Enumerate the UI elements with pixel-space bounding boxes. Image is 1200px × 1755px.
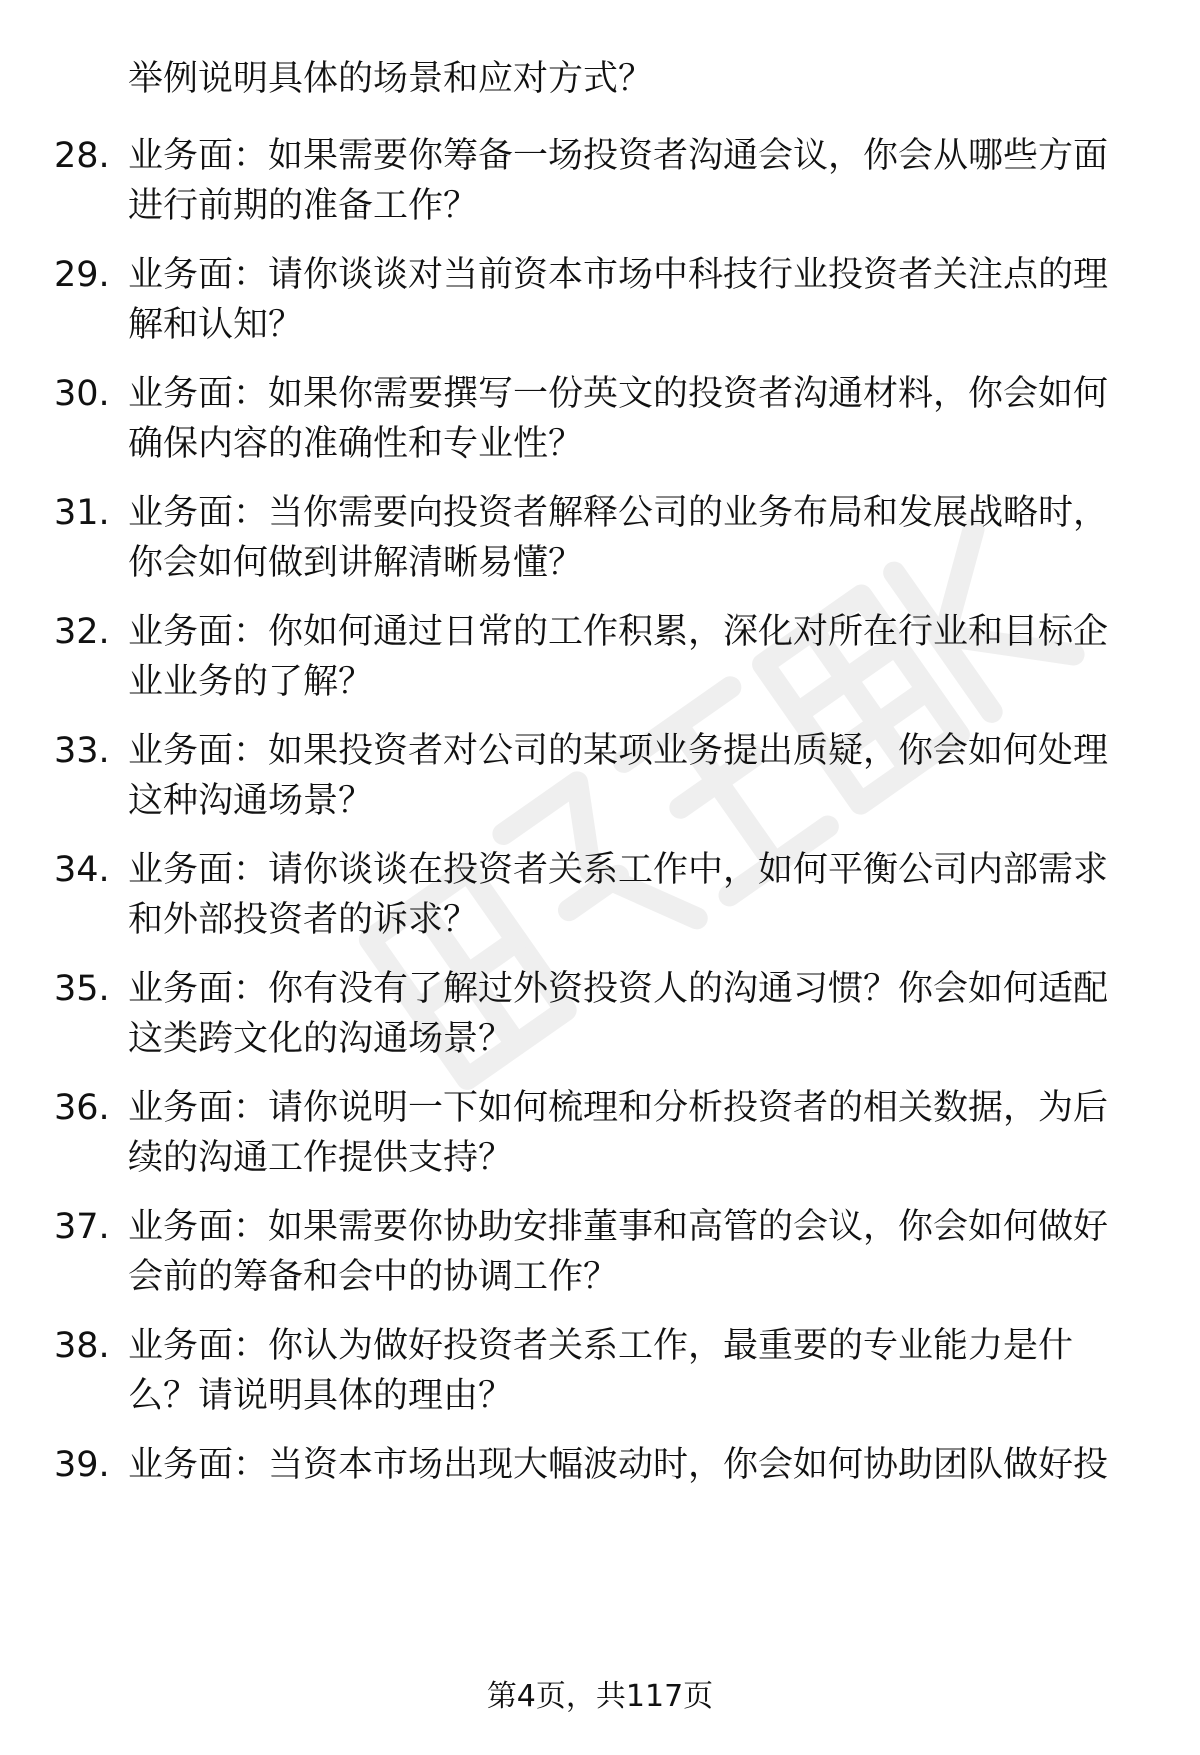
- question-text-line2: 会前的筹备和会中的协调工作？: [128, 1257, 619, 1297]
- question-text-line1: 业务面：请你谈谈在投资者关系工作中，如何平衡公司内部需求: [128, 850, 1109, 890]
- question-number: 38.: [54, 1326, 110, 1366]
- question-number: 30.: [54, 374, 110, 414]
- continuation-line: 举例说明具体的场景和应对方式？: [128, 59, 654, 99]
- question-text-line2: 续的沟通工作提供支持？: [128, 1138, 514, 1178]
- question-number: 31.: [54, 493, 110, 533]
- question-text-line1: 业务面：你有没有了解过外资投资人的沟通习惯？你会如何适配: [128, 969, 1109, 1009]
- question-text-line1: 业务面：当资本市场出现大幅波动时，你会如何协助团队做好投: [128, 1445, 1109, 1485]
- question-text-line1: 业务面：请你谈谈对当前资本市场中科技行业投资者关注点的理: [128, 255, 1109, 295]
- question-text-line2: 进行前期的准备工作？: [128, 186, 479, 226]
- question-text-line2: 确保内容的准确性和专业性？: [128, 424, 584, 464]
- question-number: 39.: [54, 1445, 110, 1485]
- question-text-line2: 这类跨文化的沟通场景？: [128, 1019, 514, 1059]
- question-text-line2: 你会如何做到讲解清晰易懂？: [128, 543, 584, 583]
- question-number: 28.: [54, 136, 110, 176]
- page-footer: 第4页，共117页: [486, 1679, 714, 1714]
- question-text-line1: 业务面：如果你需要撰写一份英文的投资者沟通材料，你会如何: [128, 374, 1109, 414]
- question-text-line1: 业务面：如果需要你协助安排董事和高管的会议，你会如何做好: [128, 1207, 1109, 1247]
- question-number: 37.: [54, 1207, 110, 1247]
- question-text-line1: 业务面：当你需要向投资者解释公司的业务布局和发展战略时，: [128, 493, 1109, 533]
- question-text-line2: 和外部投资者的诉求？: [128, 900, 479, 940]
- question-number: 35.: [54, 969, 110, 1009]
- question-text-line1: 业务面：请你说明一下如何梳理和分析投资者的相关数据，为后: [128, 1088, 1109, 1128]
- question-text-line2: 这种沟通场景？: [128, 781, 374, 821]
- question-text-line2: 业业务的了解？: [128, 662, 374, 702]
- question-number: 29.: [54, 255, 110, 295]
- question-text-line1: 业务面：如果投资者对公司的某项业务提出质疑，你会如何处理: [128, 731, 1109, 771]
- question-text-line2: 么？请说明具体的理由？: [128, 1376, 514, 1416]
- question-text-line1: 业务面：你如何通过日常的工作积累，深化对所在行业和目标企: [128, 612, 1109, 652]
- question-number: 32.: [54, 612, 110, 652]
- question-text-line2: 解和认知？: [128, 305, 304, 345]
- question-number: 36.: [54, 1088, 110, 1128]
- question-number: 34.: [54, 850, 110, 890]
- question-text-line1: 业务面：你认为做好投资者关系工作，最重要的专业能力是什: [128, 1326, 1074, 1366]
- question-number: 33.: [54, 731, 110, 771]
- question-text-line1: 业务面：如果需要你筹备一场投资者沟通会议，你会从哪些方面: [128, 136, 1109, 176]
